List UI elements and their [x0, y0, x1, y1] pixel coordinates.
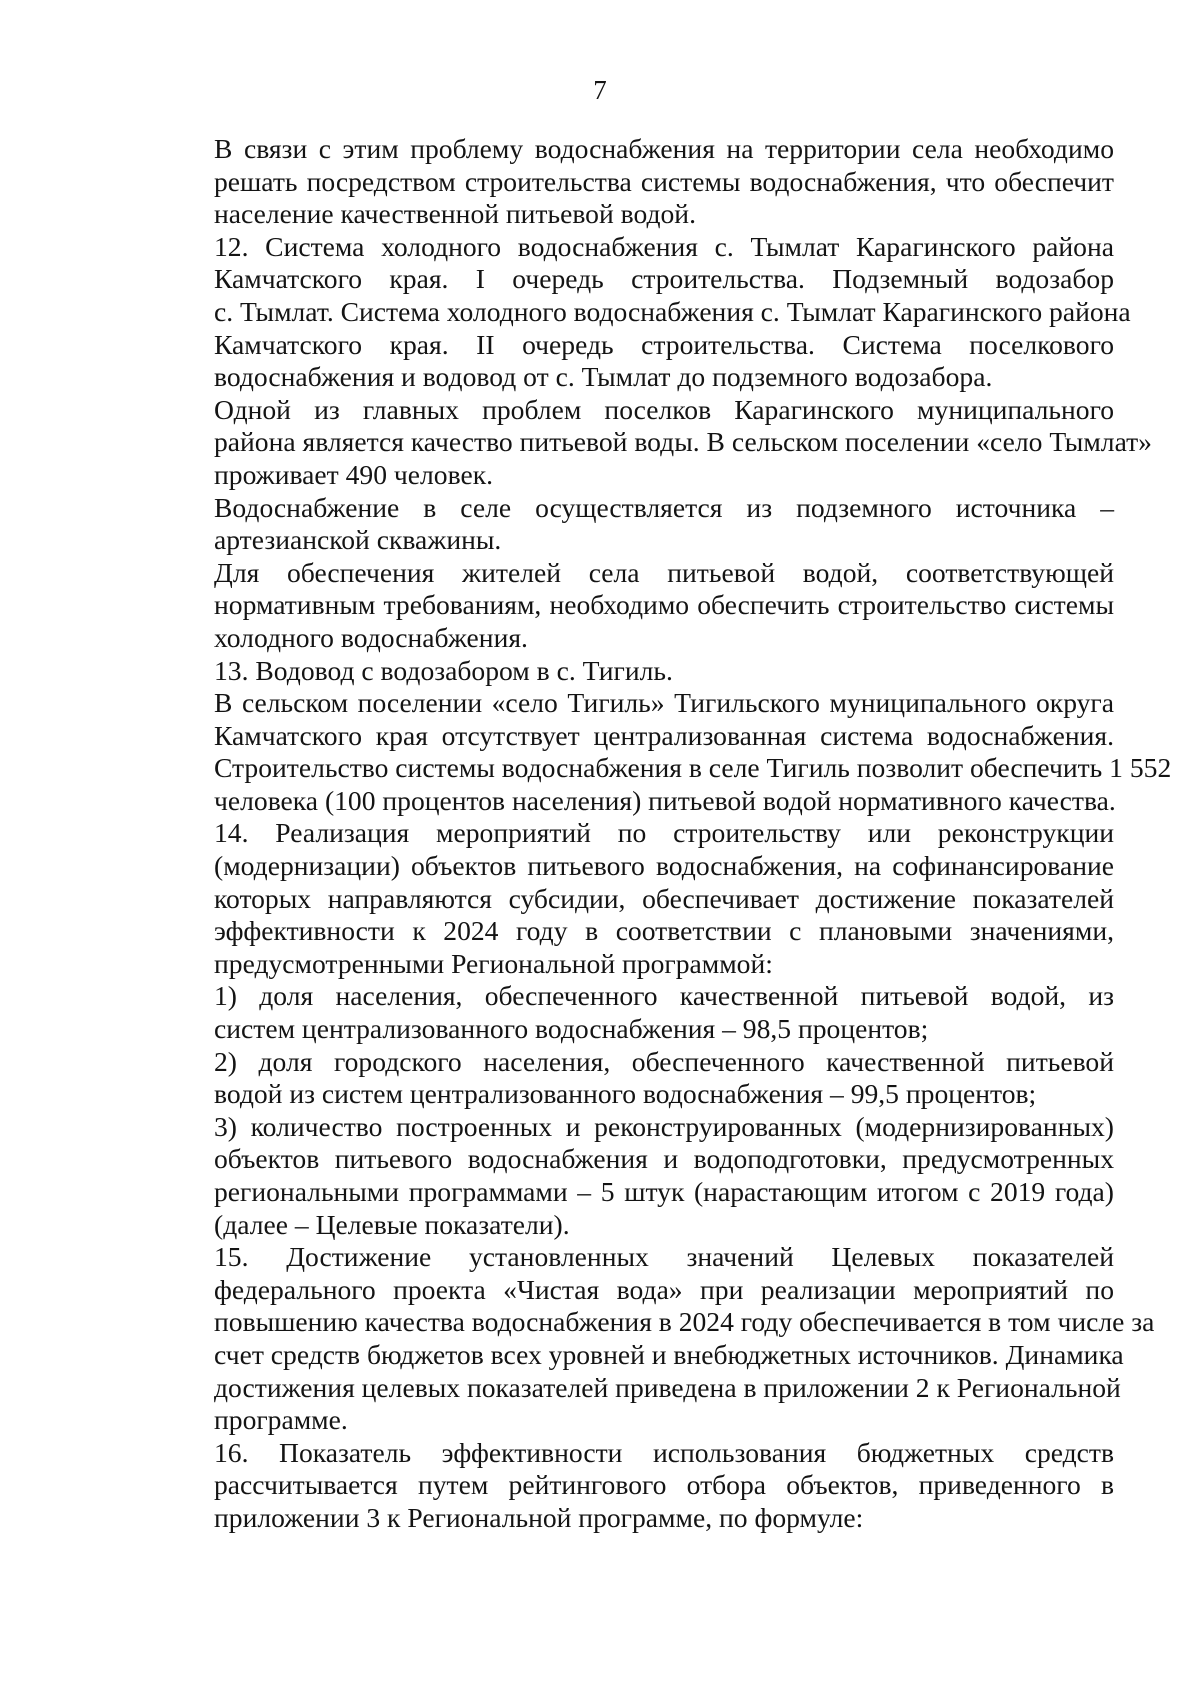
text-line: Камчатского края. II очередь строительства. Система поселкового: [214, 328, 1114, 360]
text-line: достижения целевых показателей приведена в приложении 2 к Региональной: [214, 1371, 1121, 1403]
text-line: (модернизации) объектов питьевого водоснабжения, на софинансирование: [214, 850, 1114, 882]
paragraph: [142, 687, 1172, 817]
text-line: которых направляются субсидии, обеспечивает достижение показателей: [214, 882, 1114, 914]
text-line: Для обеспечения жителей села питьевой водой, соответствующей: [214, 556, 1114, 588]
text-line: Камчатского края. I очередь строительства. Подземный водозабор: [214, 263, 1114, 295]
text-line: приложении 3 к Региональной программе, по формуле:: [214, 1501, 864, 1533]
text-line: 16. Показатель эффективности использования бюджетных средств: [214, 1436, 1114, 1468]
paragraph: [142, 1241, 1155, 1437]
text-line: федерального проекта «Чистая вода» при реализации мероприятий по: [214, 1273, 1114, 1305]
paragraph: [142, 230, 1131, 394]
text-line: артезианской скважины.: [214, 524, 502, 556]
text-line: с. Тымлат. Система холодного водоснабжения с. Тымлат Карагинского района: [214, 295, 1131, 327]
text-line: Одной из главных проблем поселков Карагинского муниципального: [214, 393, 1114, 425]
text-line: рассчитывается путем рейтингового отбора объектов, приведенного в: [214, 1469, 1114, 1501]
text-line: 14. Реализация мероприятий по строительству или реконструкции: [214, 817, 1114, 849]
paragraph: [142, 557, 1114, 655]
paragraph: [142, 133, 1114, 231]
page-number: 7: [593, 75, 607, 105]
paragraph: [142, 817, 1114, 980]
text-line: холодного водоснабжения.: [214, 621, 528, 653]
paragraph: [142, 1437, 1114, 1535]
text-line: программе.: [214, 1404, 348, 1436]
paragraph: [142, 393, 1152, 492]
text-line: Водоснабжение в селе осуществляется из подземного источника –: [214, 491, 1114, 523]
text-line: объектов питьевого водоснабжения и водоподготовки, предусмотренных: [214, 1143, 1114, 1175]
paragraph: [142, 1111, 1114, 1241]
text-line: повышению качества водоснабжения в 2024 году обеспечивается в том числе за: [214, 1306, 1155, 1338]
document-body: [142, 133, 1172, 1535]
text-line: региональными программами – 5 штук (нарастающим итогом с 2019 года): [214, 1176, 1114, 1207]
text-line: человека (100 процентов населения) питьевой водой нормативного качества.: [214, 784, 1116, 816]
text-line: Строительство системы водоснабжения в селе Тигиль позволит обеспечить 1 552: [214, 752, 1172, 784]
text-line: 15. Достижение установленных значений Целевых показателей: [214, 1241, 1114, 1273]
text-line: (далее – Целевые показатели).: [214, 1208, 570, 1240]
text-line: систем централизованного водоснабжения – 98,5 процентов;: [214, 1013, 929, 1045]
text-line: 1) доля населения, обеспеченного качественной питьевой водой, из: [214, 980, 1114, 1012]
text-line: население качественной питьевой водой.: [214, 198, 696, 230]
paragraph: [142, 980, 1114, 1045]
text-line: 12. Система холодного водоснабжения с. Тымлат Карагинского района: [214, 230, 1114, 262]
text-line: района является качество питьевой воды. В сельском поселении «село Тымлат»: [214, 426, 1152, 458]
text-line: решать посредством строительства системы водоснабжения, что обеспечит: [214, 165, 1114, 197]
text-line: счет средств бюджетов всех уровней и внебюджетных источников. Динамика: [214, 1338, 1124, 1370]
text-line: 2) доля городского населения, обеспеченного качественной питьевой: [214, 1045, 1114, 1077]
text-line: В связи с этим проблему водоснабжения на территории села необходимо: [214, 133, 1114, 164]
text-line: 3) количество построенных и реконструированных (модернизированных): [214, 1110, 1114, 1142]
text-line: предусмотренными Региональной программой:: [214, 947, 773, 979]
text-line: 13. Водовод с водозабором в с. Тигиль.: [214, 654, 673, 686]
text-line: водой из систем централизованного водоснабжения – 99,5 процентов;: [214, 1078, 1037, 1110]
text-line: водоснабжения и водовод от с. Тымлат до подземного водозабора.: [214, 361, 993, 393]
text-line: нормативным требованиям, необходимо обеспечить строительство системы: [214, 589, 1114, 621]
text-line: проживает 490 человек.: [214, 458, 494, 490]
paragraph: [142, 492, 1114, 557]
paragraph: [142, 655, 1114, 688]
text-line: Камчатского края отсутствует централизованная система водоснабжения.: [214, 719, 1114, 751]
text-line: В сельском поселении «село Тигиль» Тигильского муниципального округа: [214, 687, 1114, 719]
text-line: эффективности к 2024 году в соответствии с плановыми значениями,: [214, 915, 1114, 947]
paragraph: [142, 1046, 1114, 1111]
